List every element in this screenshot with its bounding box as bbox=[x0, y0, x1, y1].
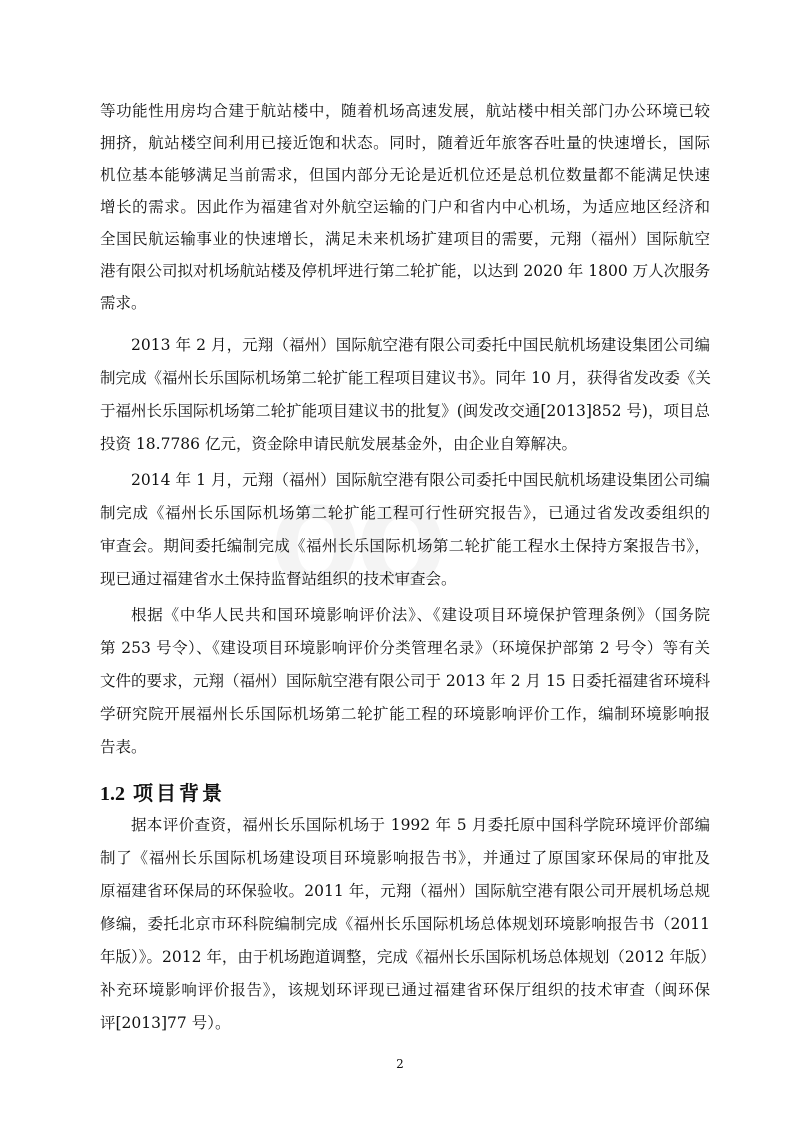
paragraph-5-line-2: 制了《福州长乐国际机场建设项目环境影响报告书》，并通过了原国家环保局的审批及 bbox=[100, 849, 710, 867]
paragraph-4-line-4: 学研究院开展福州长乐国际机场第二轮扩能工程的环境影响评价工作，编制环境影响报 bbox=[100, 705, 710, 723]
paragraph-2-line-4: 投资 18.7786 亿元，资金除申请民航发展基金外，由企业自筹解决。 bbox=[100, 435, 577, 453]
paragraph-1-line-6: 港有限公司拟对机场航站楼及停机坪进行第二轮扩能，以达到 2020 年 1800 万人次服务 bbox=[100, 262, 711, 280]
paragraph-5-line-6: 补充环境影响评价报告》，该规划环评现已通过福建省环保厅组织的技术审查（闽环保 bbox=[100, 981, 710, 999]
paragraph-5-line-3: 原福建省环保局的环保验收。2011 年，元翔（福州）国际航空港有限公司开展机场总规 bbox=[100, 882, 710, 900]
paragraph-2-line-1: 2013 年 2 月，元翔（福州）国际航空港有限公司委托中国民航机场建设集团公司编 bbox=[131, 336, 710, 354]
paragraph-3-line-3: 审查会。期间委托编制完成《福州长乐国际机场第二轮扩能工程水土保持方案报告书》， bbox=[100, 537, 710, 555]
paragraph-2-line-2: 制完成《福州长乐国际机场第二轮扩能工程项目建议书》。同年 10 月，获得省发改委《关 bbox=[100, 369, 711, 387]
paragraph-4-line-3: 文件的要求，元翔（福州）国际航空港有限公司于 2013 年 2 月 15 日委托福建省环境科 bbox=[100, 672, 711, 690]
paragraph-5-line-1: 据本评价查资，福州长乐国际机场于 1992 年 5 月委托原中国科学院环境评价部编 bbox=[131, 816, 710, 834]
section-number: 1.2 bbox=[100, 783, 125, 805]
paragraph-1-line-3: 机位基本能够满足当前需求，但国内部分无论是近机位还是总机位数量都不能满足快速 bbox=[100, 166, 710, 184]
paragraph-5-line-7: 评[2013]77 号）。 bbox=[100, 1014, 231, 1032]
section-heading bbox=[100, 780, 225, 807]
paragraph-1-line-1: 等功能性用房均合建于航站楼中，随着机场高速发展，航站楼中相关部门办公环境已较 bbox=[100, 102, 710, 120]
paragraph-5-line-5: 年版）》。2012 年，由于机场跑道调整，完成《福州长乐国际机场总体规划（2012 年版） bbox=[100, 948, 716, 966]
paragraph-2-line-3: 于福州长乐国际机场第二轮扩能项目建议书的批复》(闽发改交通[2013]852 号)，项目总 bbox=[100, 402, 710, 420]
paragraph-3-line-2: 制完成《福州长乐国际机场第二轮扩能工程可行性研究报告》，已通过省发改委组织的 bbox=[100, 504, 710, 522]
paragraph-1-line-4: 增长的需求。因此作为福建省对外航空运输的门户和省内中心机场，为适应地区经济和 bbox=[100, 198, 710, 216]
paragraph-1-line-5: 全国民航运输事业的快速增长，满足未来机场扩建项目的需要，元翔（福州）国际航空 bbox=[100, 230, 710, 248]
paragraph-4-line-5: 告表。 bbox=[100, 738, 147, 756]
paragraph-3-line-1: 2014 年 1 月，元翔（福州）国际航空港有限公司委托中国民航机场建设集团公司编 bbox=[131, 471, 710, 489]
paragraph-1-line-2: 拥挤，航站楼空间利用已接近饱和状态。同时，随着近年旅客吞吐量的快速增长，国际 bbox=[100, 134, 710, 152]
paragraph-4-line-2: 第 253 号令）、《建设项目环境影响评价分类管理名录》（环境保护部第 2 号令）等有关 bbox=[100, 639, 710, 657]
paragraph-3-line-4: 现已通过福建省水土保持监督站组织的技术审查会。 bbox=[100, 570, 457, 588]
paragraph-1-line-7: 需求。 bbox=[100, 294, 147, 312]
page-number: 2 bbox=[396, 1057, 404, 1071]
paragraph-4-line-1: 根据《中华人民共和国环境影响评价法》、《建设项目环境保护管理条例》（国务院 bbox=[131, 606, 710, 624]
paragraph-5-line-4: 修编，委托北京市环科院编制完成《福州长乐国际机场总体规划环境影响报告书（2011 bbox=[100, 915, 710, 933]
section-title: 项目背景 bbox=[133, 781, 225, 805]
